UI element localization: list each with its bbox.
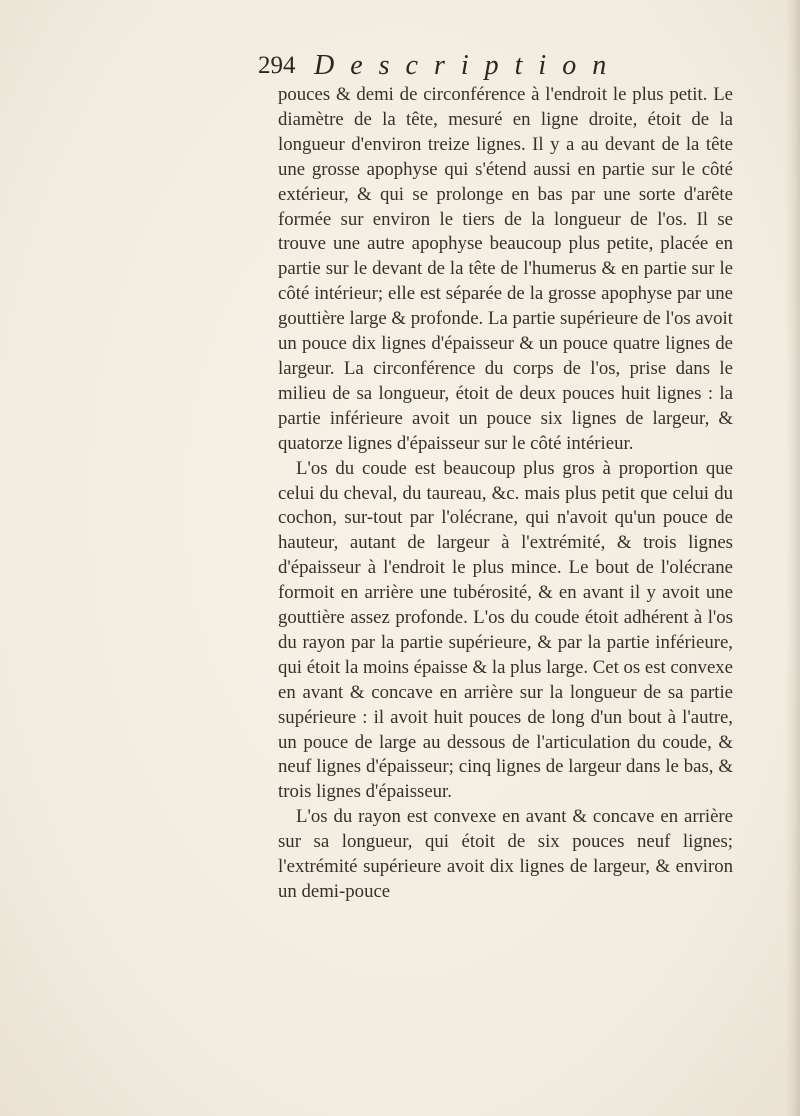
page-gutter-shadow: [786, 0, 800, 1116]
paragraph-humerus: pouces & demi de circonférence à l'endroit le plus petit. Le diamètre de la tête, mesuré en ligne droite, étoit de la longueur d'environ treize lignes. Il y a au devant de la tête une grosse apophyse qui s'étend aussi en partie sur le côté extérieur, & qui se prolonge en bas par une sorte d'arête formée sur environ le tiers de la longueur de l'os. Il se trouve une autre apophyse beaucoup plus petite, placée en partie sur le devant de la tête de l'humerus & en partie sur le côté intérieur; elle est séparée de la grosse apophyse par une gouttière large & profonde. La partie supérieure de l'os avoit un pouce dix lignes d'épaisseur & un pouce quatre lignes de largeur. La circonférence du corps de l'os, prise dans le milieu de sa longueur, étoit de deux pouces huit lignes : la partie inférieure avoit un pouce six lignes de largeur, & quatorze lignes d'épaisseur sur le côté intérieur.: [278, 84, 733, 454]
running-title: Description: [314, 50, 623, 81]
body-text: [278, 83, 733, 905]
page-number: 294: [258, 52, 296, 79]
paragraph-radius: L'os du rayon est convexe en avant & concave en arrière sur sa longueur, qui étoit de six pouces neuf lignes; l'extrémité supérieure avoit dix lignes de largeur, & environ un demi-pouce: [278, 806, 733, 902]
paragraph-ulna: L'os du coude est beaucoup plus gros à proportion que celui du cheval, du taureau, &c. mais plus petit que celui du cochon, sur-tout par l'olécrane, qui n'avoit qu'un pouce de hauteur, autant de largeur à l'extrémité, & trois lignes d'épaisseur à l'endroit le plus mince. Le bout de l'olécrane formoit en arrière une tubérosité, & en avant il y avoit une gouttière assez profonde. L'os du coude étoit adhérent à l'os du rayon par la partie supérieure, & par la partie inférieure, qui étoit la moins épaisse & la plus large. Cet os est convexe en avant & concave en arrière sur la longueur de sa partie supérieure : il avoit huit pouces de long d'un bout à l'autre, un pouce de large au dessous de l'articulation du coude, & neuf lignes d'épaisseur; cinq lignes de largeur dans le bas, & trois lignes d'épaisseur.: [278, 457, 734, 803]
